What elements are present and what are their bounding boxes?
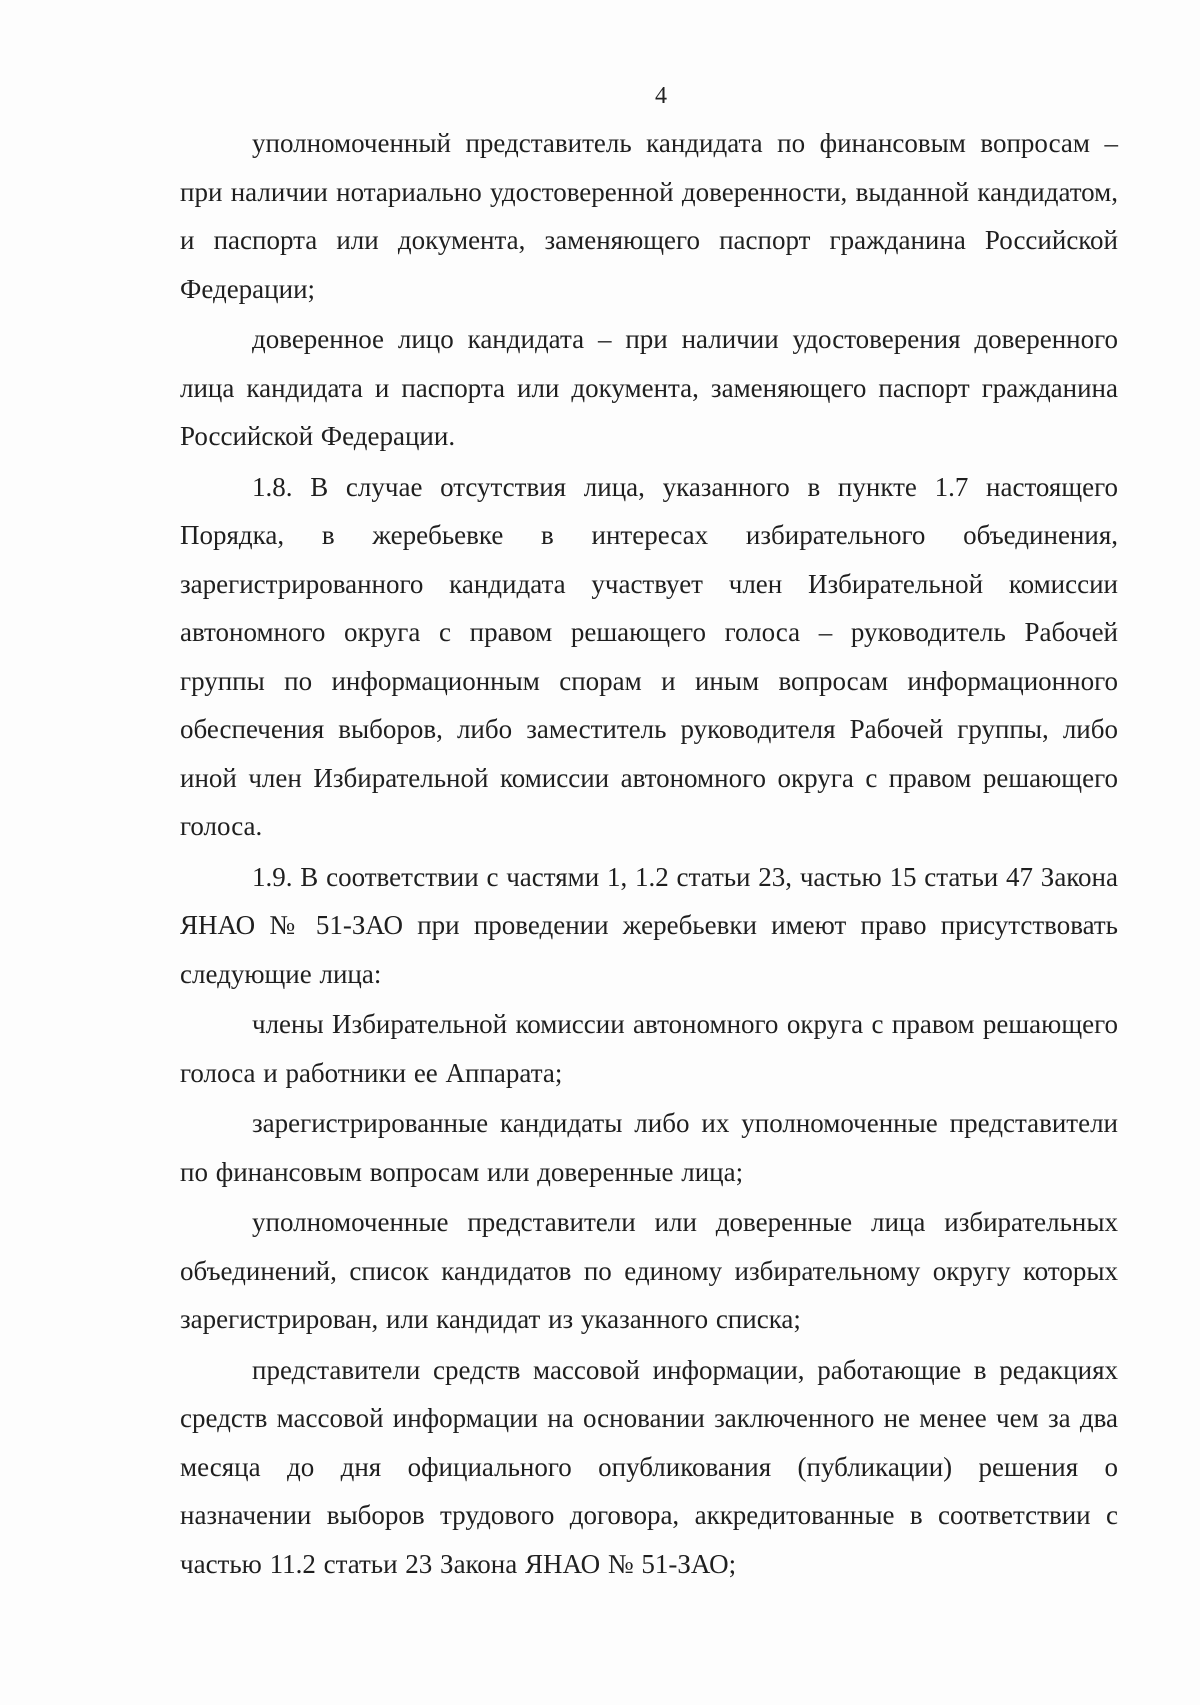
paragraph-media-representatives: представители средств массовой информации, работающие в редакциях средств массовой информации на основании заключенного не менее чем за два месяца до дня официального опубликования (публикации) решения о назначении выборов трудового договора, аккредитованные в соответствии с частью 11.2 статьи 23 Закона ЯНАО № 51-ЗАО; (180, 1354, 1118, 1579)
paragraph-financial-representative: уполномоченный представитель кандидата по финансовым вопросам – при наличии нотариально удостоверенной доверенности, выданной кандидатом, и паспорта или документа, заменяющего паспорт гражданина Российской Федерации; (180, 128, 1118, 304)
paragraph-trusted-person: доверенное лицо кандидата – при наличии удостоверения доверенного лица кандидата и паспорта или документа, заменяющего паспорт гражданина Российской Федерации. (180, 324, 1118, 451)
paragraph-registered-candidates: зарегистрированные кандидаты либо их уполномоченные представители по финансовым вопросам или доверенные лица; (180, 1108, 1118, 1187)
paragraph-electoral-associations: уполномоченные представители или доверенные лица избирательных объединений, список кандидатов по единому избирательному округу которых зарегистрирован, или кандидат из указанного списка; (180, 1207, 1118, 1334)
paragraph-commission-members: члены Избирательной комиссии автономного округа с правом решающего голоса и работники ее Аппарата; (180, 1009, 1118, 1088)
paragraph-1-9: 1.9. В соответствии с частями 1, 1.2 статьи 23, частью 15 статьи 47 Закона ЯНАО № 51-ЗАО при проведении жеребьевки имеют право присутствовать следующие лица: (180, 861, 1118, 989)
page-number: 4 (655, 83, 667, 109)
document-body (180, 119, 1118, 1588)
paragraph-1-8: 1.8. В случае отсутствия лица, указанного в пункте 1.7 настоящего Порядка, в жеребьевке в интересах избирательного объединения, зарегистрированного кандидата участвует член Избирательной комиссии автономного округа с правом решающего голоса – руководитель Рабочей группы по информационным спорам и иным вопросам информационного обеспечения выборов, либо заместитель руководителя Рабочей группы, либо иной член Избирательной комиссии автономного округа с правом решающего голоса. (180, 471, 1118, 841)
